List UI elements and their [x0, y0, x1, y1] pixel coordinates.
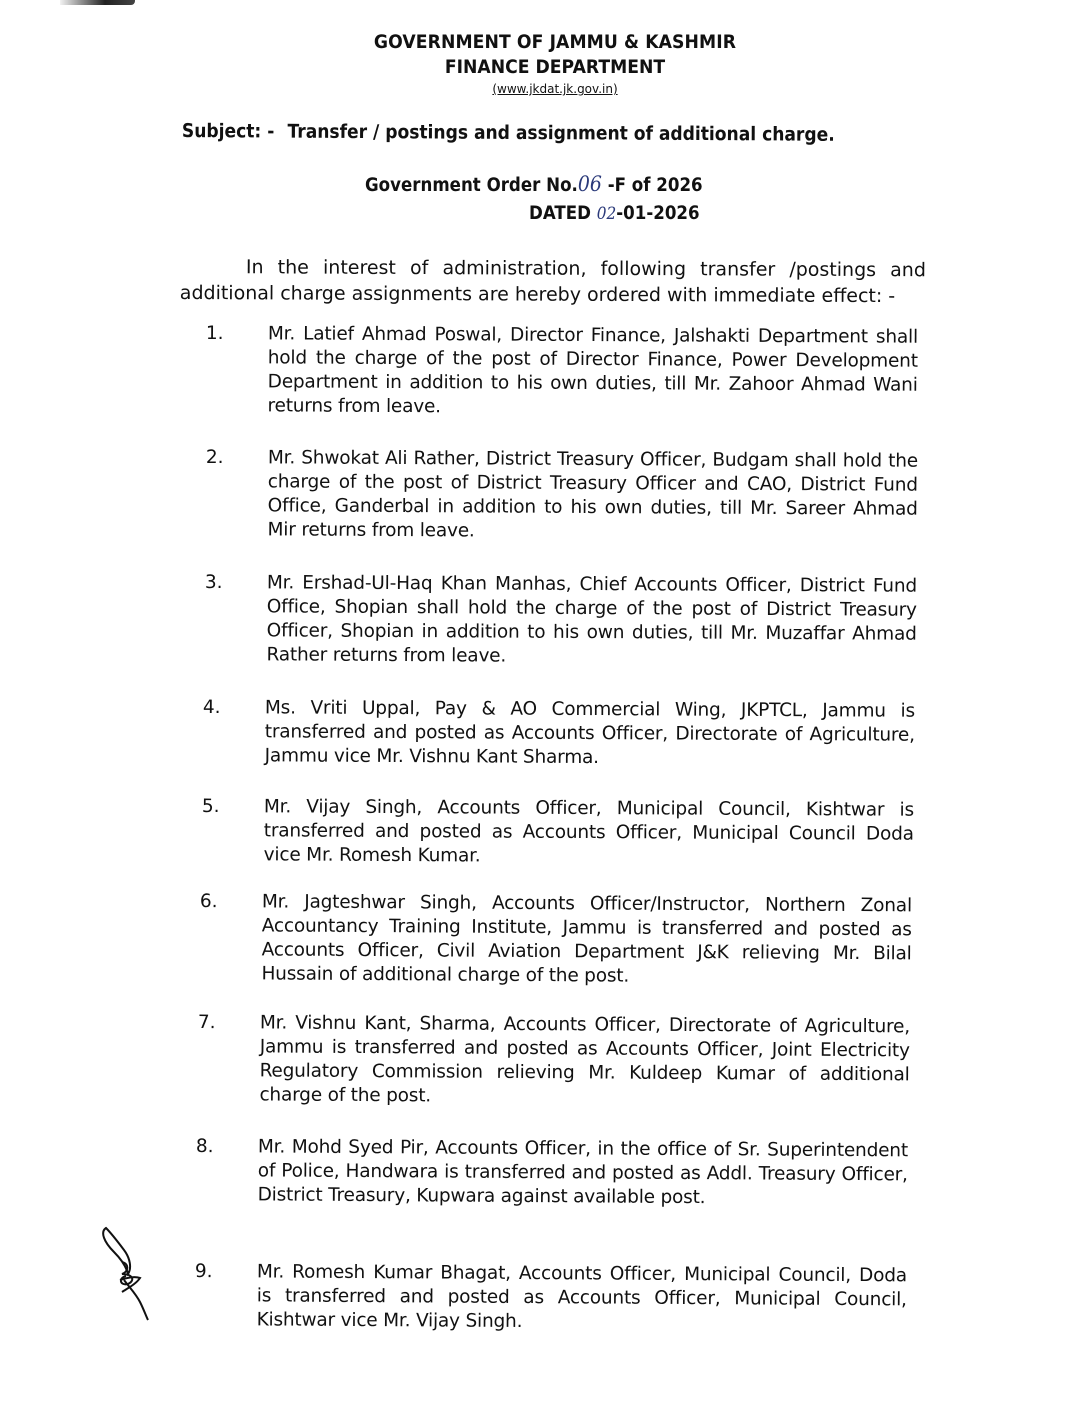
order-item-3 — [204, 571, 965, 667]
order-item-4 — [202, 696, 963, 769]
item-text: Mr. Vijay Singh, Accounts Officer, Municipal Council, Kishtwar is transferred and posted as Accounts Officer, Municipal Council Doda vice Mr. Romesh Kumar. — [263, 796, 914, 867]
order-item-9 — [194, 1260, 955, 1333]
intro-paragraph: In the interest of administration, following transfer /postings and additional charge assignments are hereby ordered with immediate effect: - — [179, 256, 926, 308]
website-link[interactable]: (www.jkdat.jk.gov.in) — [492, 82, 618, 96]
item-text: Mr. Vishnu Kant, Sharma, Accounts Officer, Directorate of Agriculture, Jammu is transferred and posted as Accounts Officer, Joint Electricity Regulatory Commission relieving Mr. Kuldeep Kumar of additional charge of the post. — [259, 1012, 910, 1107]
date-day-handwritten: 02 — [596, 204, 617, 224]
item-number: 3. — [204, 572, 223, 594]
item-text: Mr. Jagteshwar Singh, Accounts Officer/Instructor, Northern Zonal Accountancy Training Institute, Jammu is transferred and posted as Accounts Officer, Civil Aviation Department J&K relieving Mr. Bilal Hussain of additional charge of the post. — [261, 891, 912, 987]
item-text: Ms. Vriti Uppal, Pay & AO Commercial Wing, JKPTCL, Jammu is transferred and posted as Accounts Officer, Directorate of Agriculture, Jammu vice Mr. Vishnu Kant Sharma. — [264, 697, 915, 769]
order-number — [365, 172, 703, 196]
item-text: Mr. Romesh Kumar Bhagat, Accounts Officer, Municipal Council, Doda is transferred and posted as Accounts Officer, Municipal Council, Kishtwar vice Mr. Vijay Singh. — [256, 1261, 907, 1333]
item-number: 9. — [194, 1261, 213, 1283]
order-suffix: -F of 2026 — [607, 175, 703, 196]
item-number: 2. — [205, 447, 224, 469]
item-number: 6. — [199, 891, 218, 913]
date-rest: -01-2026 — [616, 203, 700, 224]
order-item-7 — [197, 1011, 958, 1107]
order-date — [529, 203, 700, 224]
government-title: GOVERNMENT OF JAMMU & KASHMIR — [373, 32, 737, 53]
subject-text: Transfer / postings and assignment of additional charge. — [287, 120, 835, 146]
item-number: 8. — [195, 1136, 214, 1158]
signature-initials — [96, 1222, 166, 1322]
letterhead — [0, 30, 1080, 98]
order-item-8 — [195, 1135, 956, 1209]
order-item-2 — [205, 446, 966, 542]
item-text: Mr. Latief Ahmad Poswal, Director Finance, Jalshakti Department shall hold the charge of the post of Director Finance, Power Development Department in addition to his own duties, till Mr. Zahoor Ahmad Wani returns from leave. — [267, 323, 918, 418]
item-text: Mr. Ershad-Ul-Haq Khan Manhas, Chief Accounts Officer, District Fund Office, Shopian shall hold the charge of the post of District Treasury Officer, Shopian in addition to his own duties, till Mr. Muzaffar Ahmad Rather returns from leave. — [266, 572, 917, 667]
order-number-handwritten: 06 — [577, 172, 602, 196]
order-item-5 — [201, 795, 962, 867]
item-number: 1. — [205, 323, 224, 345]
subject-line — [182, 120, 835, 146]
date-label: DATED — [529, 203, 591, 224]
order-item-6 — [199, 890, 960, 987]
item-text: Mr. Shwokat Ali Rather, District Treasury Officer, Budgam shall hold the charge of the post of District Treasury Officer and CAO, District Fund Office, Ganderbal in addition to his own duties, till Mr. Sareer Ahmad Mir returns from leave. — [267, 447, 918, 542]
department-title: FINANCE DEPARTMENT — [444, 57, 666, 78]
order-prefix: Government Order No. — [365, 175, 578, 196]
item-number: 7. — [197, 1012, 216, 1034]
item-number: 5. — [201, 796, 220, 818]
order-item-1 — [205, 322, 966, 418]
item-text: Mr. Mohd Syed Pir, Accounts Officer, in the office of Sr. Superintendent of Police, Handwara is transferred and posted as Addl. Treasury Officer, District Treasury, Kupwara against available post. — [257, 1136, 908, 1209]
subject-label: Subject: - — [181, 120, 275, 143]
scan-artifact — [60, 0, 135, 5]
item-number: 4. — [202, 697, 221, 719]
